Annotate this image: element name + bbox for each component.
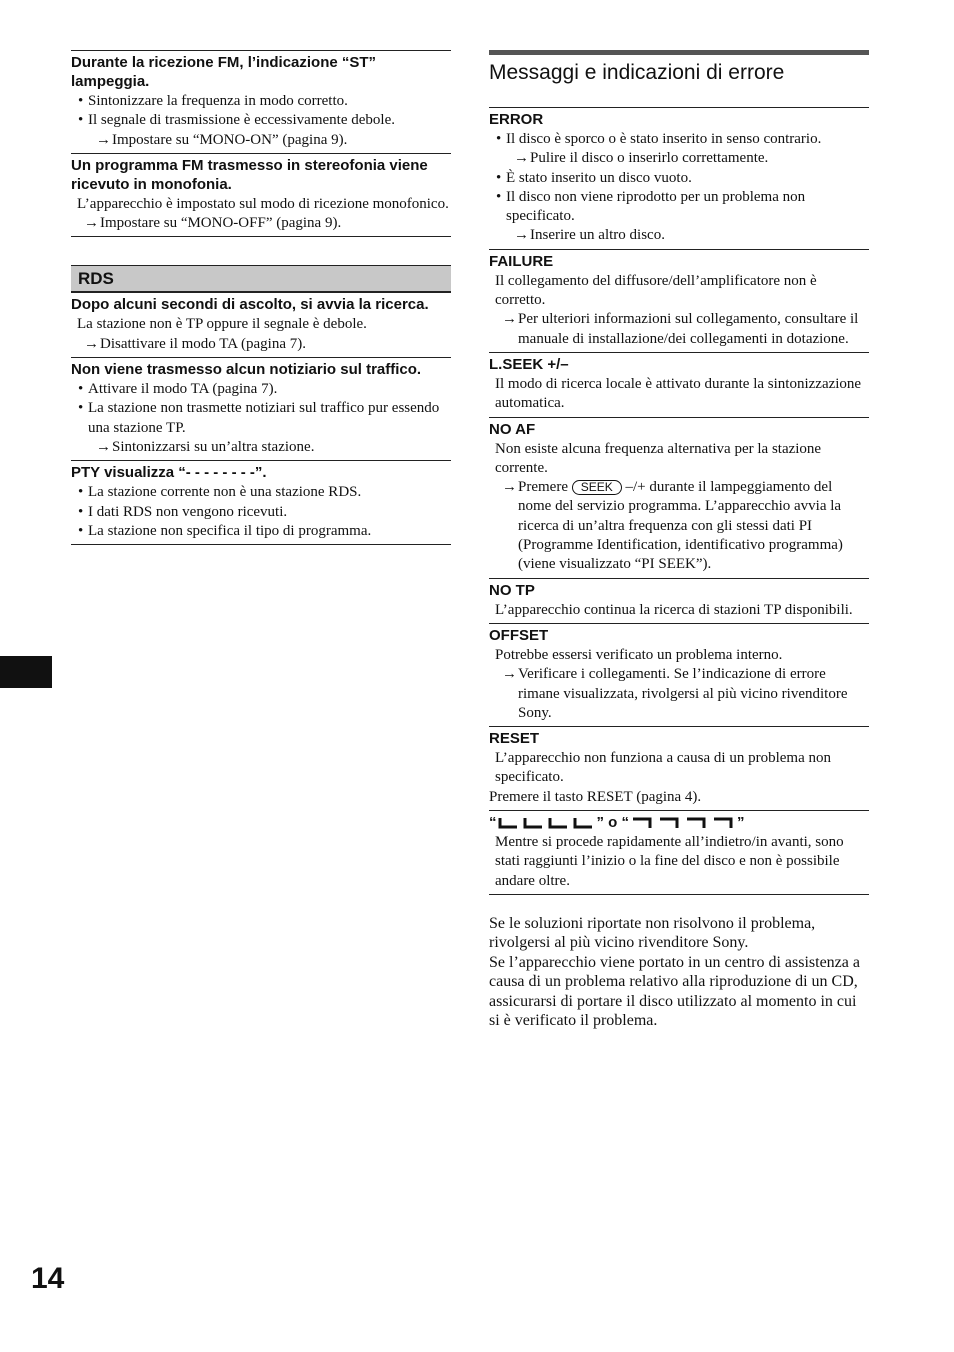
- reset-heading: RESET: [489, 730, 540, 748]
- page-title: Messaggi e indicazioni di errore: [489, 61, 785, 84]
- right-column: [489, 50, 869, 1031]
- lseek-cause: Il modo di ricerca locale è attivato durante la sintonizzazione automatica.: [495, 375, 862, 412]
- reset-cause: L’apparecchio non funziona a causa di un problema non specificato.: [495, 750, 831, 786]
- error-cause-3: • Il disco non viene riprodotto per un problema non specificato.: [489, 188, 869, 227]
- notp-heading: NO TP: [489, 581, 535, 599]
- or-word: o: [604, 814, 622, 832]
- rds-line-2-2: • La stazione non trasmette notiziari sul traffico pur essendo una stazione TP.: [71, 399, 451, 438]
- failure-entry: [489, 249, 869, 352]
- rds-entry-3: [71, 460, 451, 545]
- offset-remedy: → Verificare i collegamenti. Se l’indicazione di errore rimane visualizzata, rivolgersi al più vicino rivenditore Sony.: [489, 665, 869, 723]
- disc-edge-heading: [489, 813, 869, 832]
- left-column: [71, 50, 451, 545]
- fm-entry-2: [71, 153, 451, 238]
- open-quote: “: [489, 814, 497, 832]
- rds-heading-2: Non viene trasmesso alcun notiziario sul traffico.: [71, 361, 422, 379]
- error-cause-2: • È stato inserito un disco vuoto.: [489, 169, 869, 188]
- fm-troubleshooting: [71, 50, 451, 237]
- offset-cause: Potrebbe essersi verificato un problema interno.: [495, 646, 783, 663]
- segment-end-icon: [629, 816, 737, 830]
- fm-heading-2: Un programma FM trasmesso in stereofonia viene ricevuto in monofonia.: [71, 156, 428, 193]
- noaf-remedy-pre: Premere: [518, 479, 568, 496]
- failure-cause: Il collegamento del diffusore/dell’amplificatore non è corretto.: [495, 272, 817, 309]
- rds-section-header: RDS: [71, 265, 451, 292]
- segment-start-icon: [497, 816, 597, 830]
- rds-line-2-3: → Sintonizzarsi su un’altra stazione.: [71, 438, 451, 457]
- noaf-entry: [489, 417, 869, 578]
- reset-remedy: Premere il tasto RESET (pagina 4).: [489, 788, 702, 805]
- rds-line-3-1: • La stazione corrente non è una stazione RDS.: [71, 483, 451, 502]
- rds-line-2-1: • Attivare il modo TA (pagina 7).: [71, 380, 451, 399]
- fm-heading-1: Durante la ricezione FM, l’indicazione “ST” lampeggia.: [71, 54, 377, 90]
- fm-entry-1: [71, 50, 451, 153]
- lseek-entry: [489, 352, 869, 417]
- error-remedy-2: → Inserire un altro disco.: [489, 226, 869, 245]
- rds-line-3-3: • La stazione non specifica il tipo di programma.: [71, 522, 451, 541]
- failure-heading: FAILURE: [489, 252, 554, 270]
- fm-line-1-1: • Sintonizzare la frequenza in modo corretto.: [71, 92, 451, 111]
- failure-remedy: → Per ulteriori informazioni sul collegamento, consultare il manuale di installazione/dei collegamenti in dotazione.: [489, 310, 869, 349]
- closing-note-2: Se l’apparecchio viene portato in un centro di assistenza a causa di un problema relativo alla riproduzione di un CD, assicurarsi di portare il disco utilizzato al momento in cui si è verificato il problema.: [489, 953, 860, 1030]
- closing-note-1: Se le soluzioni riportate non risolvono il problema, rivolgersi al più vicino rivenditore Sony.: [489, 914, 816, 952]
- fm-line-1-3: → Impostare su “MONO-ON” (pagina 9).: [71, 131, 451, 150]
- error-remedy-1: → Pulire il disco o inserirlo correttamente.: [489, 149, 869, 168]
- rds-heading-1: Dopo alcuni secondi di ascolto, si avvia la ricerca.: [71, 296, 429, 314]
- notp-entry: [489, 578, 869, 623]
- rds-line-3-2: • I dati RDS non vengono ricevuti.: [71, 503, 451, 522]
- closing-notes: [489, 914, 869, 1031]
- error-entry: [489, 107, 869, 249]
- seek-button-label: SEEK: [572, 480, 622, 495]
- reset-entry: [489, 726, 869, 810]
- error-cause-1: • Il disco è sporco o è stato inserito in senso contrario.: [489, 130, 869, 149]
- fm-line-2-2: → Impostare su “MONO-OFF” (pagina 9).: [71, 214, 451, 233]
- disc-edge-text: Mentre si procede rapidamente all’indietro/in avanti, sono stati raggiunti l’inizio o la fine del disco e non è possibile andare oltre.: [495, 834, 844, 889]
- rds-entry-1: [71, 292, 451, 357]
- close-quote: ”: [596, 814, 604, 832]
- rds-line-1-2: → Disattivare il modo TA (pagina 7).: [71, 335, 451, 354]
- rds-heading-3: PTY visualizza “- - - - - - - -”.: [71, 464, 267, 482]
- disc-edge-entry: [489, 810, 869, 895]
- error-heading: ERROR: [489, 111, 544, 128]
- title-rule: [489, 50, 869, 55]
- fm-line-2-1: L’apparecchio è impostato sul modo di ricezione monofonico.: [77, 195, 449, 212]
- fm-line-1-2: • Il segnale di trasmissione è eccessivamente debole.: [71, 111, 451, 130]
- rds-entry-2: [71, 357, 451, 460]
- noaf-cause: Non esiste alcuna frequenza alternativa per la stazione corrente.: [495, 440, 822, 476]
- offset-heading: OFFSET: [489, 626, 549, 644]
- rds-troubleshooting: [71, 292, 451, 545]
- rds-line-1-1: La stazione non è TP oppure il segnale è debole.: [77, 316, 367, 333]
- open-quote-2: “: [621, 814, 629, 832]
- close-quote-2: ”: [737, 814, 745, 832]
- noaf-heading: NO AF: [489, 420, 536, 438]
- page-number: 14: [31, 1262, 65, 1295]
- offset-entry: [489, 623, 869, 726]
- noaf-remedy: [489, 478, 869, 574]
- notp-cause: L’apparecchio continua la ricerca di stazioni TP disponibili.: [495, 601, 853, 618]
- noaf-remedy-post: –/+ durante il lampeggiamento del nome del servizio programma. L’apparecchio avvia la ricerca di un’altra frequenza con gli stessi dati PI (Programme Identification, identificativo programma) (viene visualizzato “PI SEEK”).: [518, 479, 843, 573]
- side-tab-marker: [0, 656, 52, 688]
- lseek-heading: L.SEEK +/–: [489, 355, 569, 373]
